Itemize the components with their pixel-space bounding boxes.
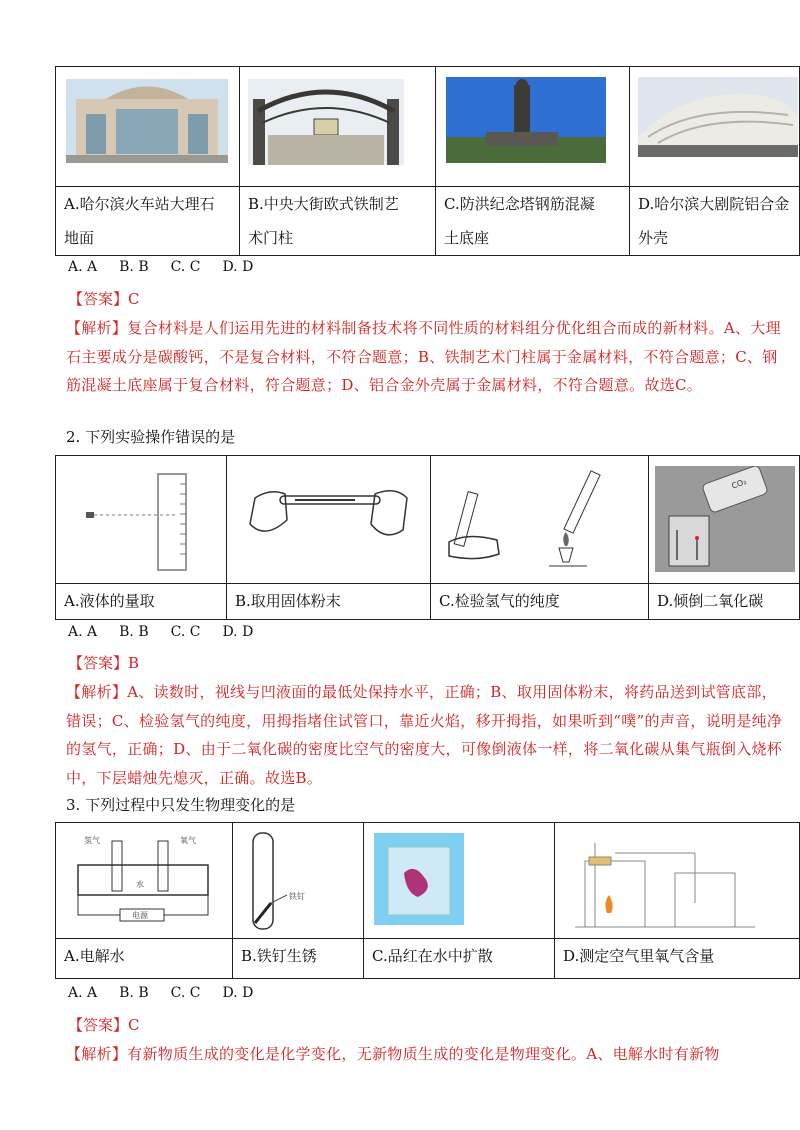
- q3-caption-c: C.品红在水中扩散: [364, 939, 555, 979]
- graduated-cylinder-image: [76, 464, 216, 574]
- q1-caption-d: D.哈尔滨大剧院铝合金 外壳: [630, 187, 800, 256]
- q1-caption-c: C.防洪纪念塔钢筋混凝 土底座: [436, 187, 630, 256]
- q1-caption-b: B.中央大街欧式铁制艺 术门柱: [240, 187, 436, 256]
- q3-caption-b: B.铁钉生锈: [233, 939, 364, 979]
- q1-caption-a: A.哈尔滨火车站大理石 地面: [56, 187, 240, 256]
- q2-question: 2. 下列实验操作错误的是: [66, 428, 236, 446]
- q2-caption-b: B.取用固体粉末: [227, 584, 431, 620]
- q1-image-cell-c: [436, 67, 630, 187]
- q1-image-cell-b: [240, 67, 436, 187]
- q3-image-cell-b: [233, 823, 364, 939]
- dye-diffusion-image: [374, 833, 464, 925]
- hydrogen-purity-test-image: [437, 462, 641, 576]
- grand-theatre-image: [638, 77, 798, 157]
- oxygen-content-apparatus-image: [565, 833, 775, 931]
- q2-option-d: D. D: [222, 624, 254, 640]
- q2-image-cell-b: [227, 456, 431, 584]
- hydrogen-label: 氢气: [84, 836, 100, 845]
- q1-option-b: B. B: [119, 259, 149, 275]
- q3-image-cell-d: [555, 823, 800, 939]
- q2-caption-d: D.倾倒二氧化碳: [649, 584, 800, 620]
- q3-option-b: B. B: [119, 985, 149, 1001]
- q3-table: [55, 822, 800, 979]
- q3-caption-a: A.电解水: [56, 939, 233, 979]
- electrolysis-apparatus-image: [62, 831, 232, 935]
- q3-caption-d: D.测定空气里氧气含量: [555, 939, 800, 979]
- test-tube-powder-image: [235, 480, 425, 560]
- q3-option-c: C. C: [170, 985, 201, 1001]
- q2-caption-c: C.检验氢气的纯度: [431, 584, 649, 620]
- q1-answer: 【答案】C: [68, 290, 140, 308]
- q3-image-cell-a: [56, 823, 233, 939]
- q1-option-a: A. A: [68, 259, 98, 275]
- q3-question: 3. 下列过程中只发生物理变化的是: [66, 796, 296, 814]
- q1-table: [55, 66, 800, 256]
- q2-option-b: B. B: [119, 624, 149, 640]
- iron-gate-image: [248, 79, 404, 165]
- co2-label: CO₂: [730, 477, 748, 491]
- q2-image-cell-d: [649, 456, 800, 584]
- harbin-station-image: [66, 79, 228, 163]
- q1-explanation: 【解析】复合材料是人们运用先进的材料制备技术将不同性质的材料组分优化组合而成的新材料。A、大理石主要成分是碳酸钙，不是复合材料，不符合题意；B、铁制艺术门柱属于金属材料，不符合题意；C、钢筋混凝土底座属于复合材料，符合题意；D、铝合金外壳属于金属材料，不符合题意。故选C。: [66, 319, 781, 394]
- q1-image-cell-a: [56, 67, 240, 187]
- power-label: 电源: [132, 911, 148, 920]
- q2-image-cell-a: [56, 456, 227, 584]
- q3-explanation: 【解析】有新物质生成的变化是化学变化，无新物质生成的变化是物理变化。A、电解水时有新物: [66, 1045, 720, 1063]
- q3-option-a: A. A: [68, 985, 98, 1001]
- q2-image-cell-c: [431, 456, 649, 584]
- q3-answer: 【答案】C: [68, 1016, 140, 1034]
- q2-explanation: 【解析】A、读数时，视线与凹液面的最低处保持水平，正确；B、取用固体粉末，将药品送到试管底部，错误；C、检验氢气的纯度，用拇指堵住试管口，靠近火焰，移开拇指，如果听到“噗”的声音，说明是纯净的氢气，正确；D、由于二氧化碳的密度比空气的密度大，可像倒液体一样，将二氧化碳从集气瓶倒入烧杯中，下层蜡烛先熄灭，正确。故选B。: [66, 683, 783, 787]
- q3-image-cell-c: [364, 823, 555, 939]
- rusting-nail-image: [243, 829, 353, 935]
- pouring-co2-image: [655, 466, 795, 572]
- q1-options: [68, 259, 275, 275]
- water-label: 水: [136, 880, 144, 889]
- q2-caption-a: A.液体的量取: [56, 584, 227, 620]
- q3-options: [68, 985, 275, 1001]
- q3-option-d: D. D: [222, 985, 254, 1001]
- nail-label: 铁钉: [289, 892, 305, 901]
- oxygen-label: 氧气: [180, 836, 196, 845]
- q2-option-a: A. A: [68, 624, 98, 640]
- q1-option-d: D. D: [222, 259, 254, 275]
- flood-monument-image: [446, 77, 606, 163]
- q1-option-c: C. C: [170, 259, 201, 275]
- q1-image-cell-d: [630, 67, 800, 187]
- q2-table: [55, 455, 800, 620]
- q2-options: [68, 624, 275, 640]
- q2-answer: 【答案】B: [68, 654, 140, 672]
- q2-option-c: C. C: [170, 624, 201, 640]
